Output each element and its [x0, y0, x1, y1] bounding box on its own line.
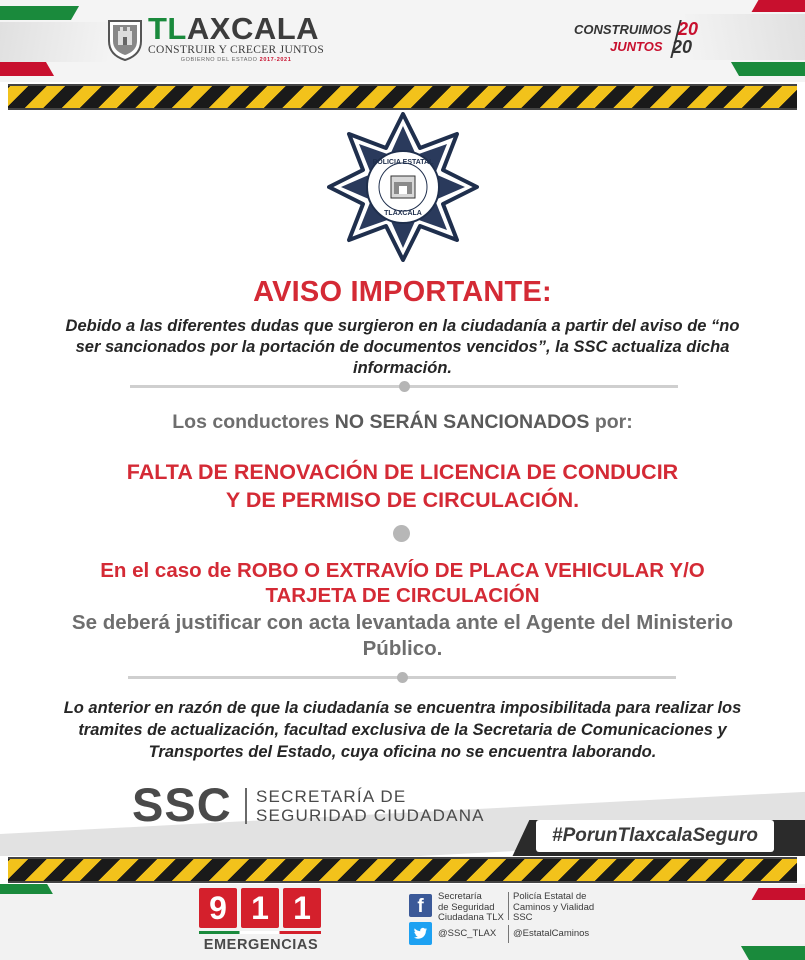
license-exemption: [0, 458, 805, 514]
brand-name-tl: TL: [148, 11, 187, 46]
drivers-statement-pre: Los conductores: [172, 411, 335, 433]
divider-dot: [399, 381, 410, 392]
campaign-line2: JUNTOS: [610, 39, 663, 54]
brand-government-years: 2017-2021: [259, 57, 292, 63]
header-stripe-green-left: [0, 6, 79, 20]
drivers-statement-post: por:: [589, 411, 633, 433]
badge-bottom-text: TLAXCALA: [384, 210, 422, 217]
notice-intro: Debido a las diferentes dudas que surgieron en la ciudadanía a partir del aviso de “no ser sancionados por la portación de documentos vencidos”, la SSC actualiza dicha información.: [65, 317, 740, 377]
ssc-full-name: [256, 787, 485, 825]
emergency-digit: 1: [283, 888, 321, 928]
section-divider: [128, 676, 676, 679]
police-star-badge-icon: [327, 112, 479, 262]
emergency-digit: 1: [241, 888, 279, 928]
separator-bullet: [393, 525, 410, 542]
ssc-acronym: SSC: [132, 778, 232, 831]
twitter-account-ssc: @SSC_TLAX: [438, 928, 497, 939]
social-separator: [508, 925, 509, 943]
divider-dot: [397, 672, 408, 683]
emergency-digit: 9: [199, 888, 237, 928]
notice-title: AVISO IMPORTANTE:: [253, 276, 552, 308]
theft-case: [0, 558, 805, 608]
brand-logo: [148, 11, 325, 63]
header-stripe-red-left: [0, 62, 54, 76]
drivers-statement-strong: NO SERÁN SANCIONADOS: [334, 411, 590, 433]
facebook-account-ssc: [438, 892, 504, 924]
facebook-account-ssc-line2: de Seguridad: [438, 901, 495, 913]
state-crest-icon: [106, 17, 144, 61]
justification-text: Se deberá justificar con acta levantada ante el Agente del Ministerio Público.: [71, 611, 734, 660]
facebook-account-caminos-line1: Policía Estatal de: [513, 891, 587, 902]
footer-stripe-green-left: [0, 884, 53, 894]
facebook-account-ssc-line1: Secretaría: [438, 891, 482, 902]
facebook-account-caminos: [513, 892, 594, 924]
facebook-icon: f: [409, 894, 432, 917]
brand-slogan: CONSTRUIR Y CRECER JUNTOS: [148, 44, 325, 56]
campaign-logo: [574, 20, 704, 64]
campaign-line1: CONSTRUIMOS: [574, 22, 672, 37]
brand-government-label: GOBIERNO DEL ESTADO: [180, 57, 258, 63]
ssc-separator: [245, 788, 247, 824]
facebook-account-caminos-line3: SSC: [513, 912, 533, 923]
twitter-icon: [409, 922, 432, 945]
campaign-year1: 20: [678, 19, 699, 39]
badge-top-text: POLICIA ESTATAL: [372, 159, 434, 166]
license-exemption-line2: Y DE PERMISO DE CIRCULACIÓN.: [225, 488, 580, 512]
emergency-flag-line: [199, 931, 321, 934]
social-separator: [508, 892, 509, 920]
header-stripe-green-right: [731, 62, 805, 76]
brand-name-rest: AXCALA: [186, 11, 320, 46]
license-exemption-line1: FALTA DE RENOVACIÓN DE LICENCIA DE CONDUCIR: [126, 460, 679, 484]
campaign-year2: 20: [672, 37, 693, 57]
campaign-hashtag: #PorunTlaxcalaSeguro: [536, 820, 774, 852]
brand-government: [148, 57, 324, 63]
footer-banner: [0, 884, 805, 960]
section-divider: [130, 385, 678, 388]
closing-paragraph: Lo anterior en razón de que la ciudadanía se encuentra imposibilitada para realizar los tramites de actualización, facultad exclusiva de la Secretaria de Comunicaciones y Transportes del Estado, cuya oficina no se encuentra laborando.: [63, 699, 742, 761]
emergency-number: [199, 888, 321, 928]
theft-case-line2: TARJETA DE CIRCULACIÓN: [265, 584, 540, 607]
twitter-account-caminos: @EstatalCaminos: [513, 928, 590, 939]
ssc-name-line2: SEGURIDAD CIUDADANA: [256, 806, 485, 825]
hazard-tape-bottom: [8, 857, 797, 883]
facebook-account-caminos-line2: Caminos y Vialidad: [513, 901, 595, 913]
hazard-tape-top: [8, 84, 797, 110]
drivers-statement: [0, 411, 805, 434]
ssc-name-line1: SECRETARÍA DE: [256, 787, 407, 806]
facebook-account-ssc-line3: Ciudadana TLX: [438, 912, 504, 923]
footer-stripe-red-right: [752, 888, 805, 900]
emergency-label: EMERGENCIAS: [203, 937, 319, 953]
brand-name: [148, 11, 324, 46]
theft-case-line1: En el caso de ROBO O EXTRAVÍO DE PLACA VEHICULAR Y/O: [100, 559, 705, 582]
header-stripe-red-right: [752, 0, 805, 12]
footer-stripe-green-right: [741, 946, 805, 960]
header-decor-left: [0, 22, 110, 62]
